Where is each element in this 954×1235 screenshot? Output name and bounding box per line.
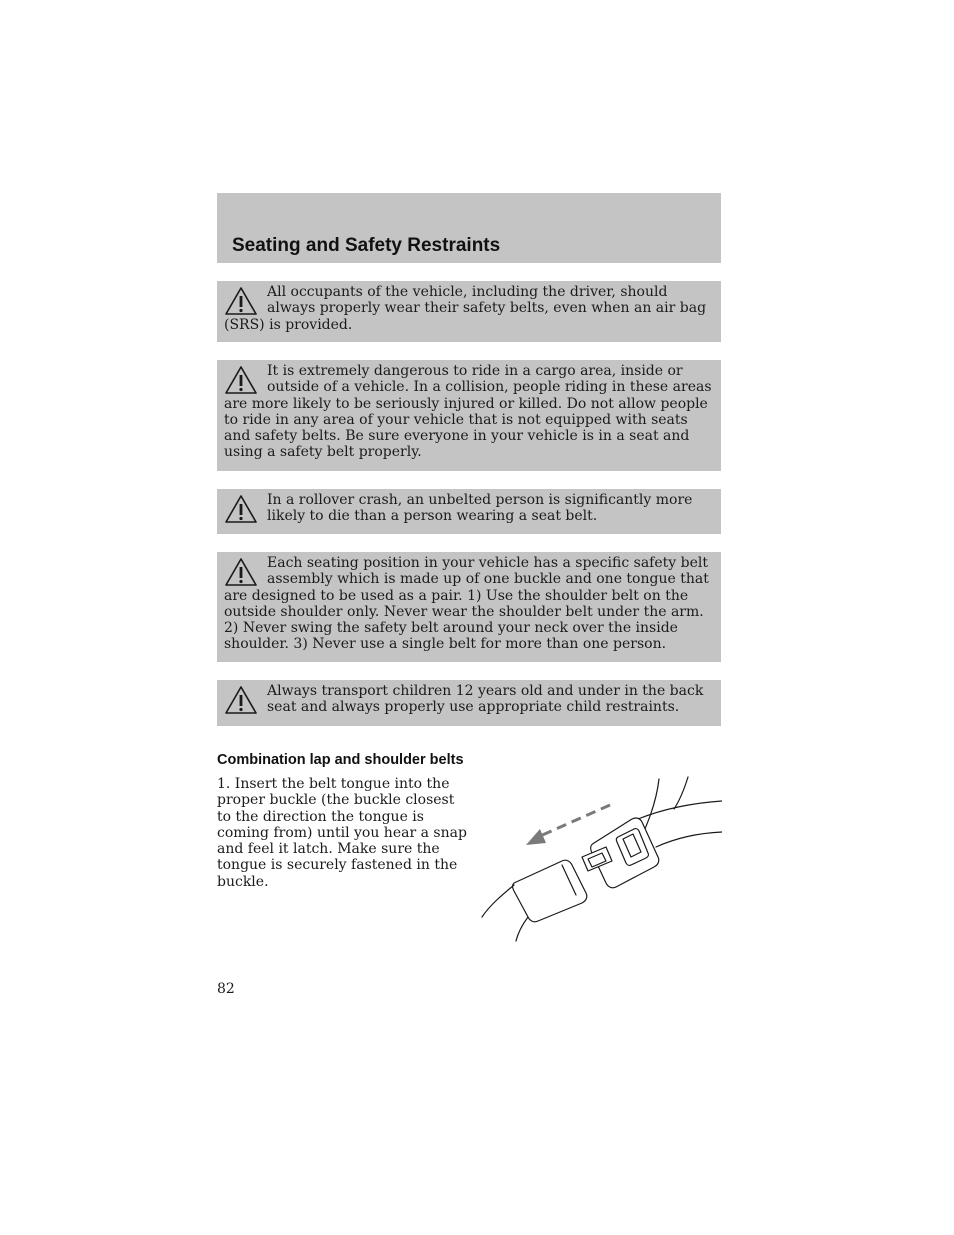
warning-box-cargo-area <box>217 360 721 471</box>
warning-triangle-icon <box>224 685 258 715</box>
warning-triangle-icon <box>224 286 258 316</box>
page-number: 82 <box>217 981 235 997</box>
warning-triangle-icon <box>224 494 258 524</box>
warning-text: Always transport children 12 years old and under in the back seat and always properly use appropriate child restraints. <box>267 683 704 716</box>
warning-box-occupants <box>217 281 721 342</box>
warning-text: All occupants of the vehicle, including the driver, should always properly wear their safety belts, even when an air bag (SRS) is provided. <box>224 284 707 333</box>
warning-text: Each seating position in your vehicle has a specific safety belt assembly which is made up of one buckle and one tongue that are designed to be used as a pair. 1) Use the shoulder belt on the outside shoulder only. Never wear the shoulder belt under the arm. 2) Never swing the safety belt around your neck over the inside shoulder. 3) Never use a single belt for more than one person. <box>224 555 709 653</box>
instruction-step-1: 1. Insert the belt tongue into the proper buckle (the buckle closest to the direction the tongue is coming from) until you hear a snap and feel it latch. Make sure the tongue is securely fastened in the buckle. <box>217 776 467 890</box>
warning-box-children <box>217 680 721 726</box>
insertion-arrowhead <box>526 829 546 845</box>
warning-triangle-icon <box>224 365 258 395</box>
subheading-combination-belts: Combination lap and shoulder belts <box>217 752 464 768</box>
warning-box-rollover <box>217 489 721 534</box>
seat-belt-buckle-illustration <box>478 775 722 945</box>
warning-box-belt-assembly <box>217 552 721 662</box>
section-title: Seating and Safety Restraints <box>232 235 501 256</box>
warning-text: In a rollover crash, an unbelted person is significantly more likely to die than a person wearing a seat belt. <box>267 492 693 525</box>
warning-text: It is extremely dangerous to ride in a cargo area, inside or outside of a vehicle. In a collision, people riding in these areas are more likely to be seriously injured or killed. Do not allow people to ride in any area of your vehicle that is not equipped with seats and safety belts. Be sure everyone in your vehicle is in a seat and using a safety belt properly. <box>224 363 712 461</box>
warning-triangle-icon <box>224 557 258 587</box>
